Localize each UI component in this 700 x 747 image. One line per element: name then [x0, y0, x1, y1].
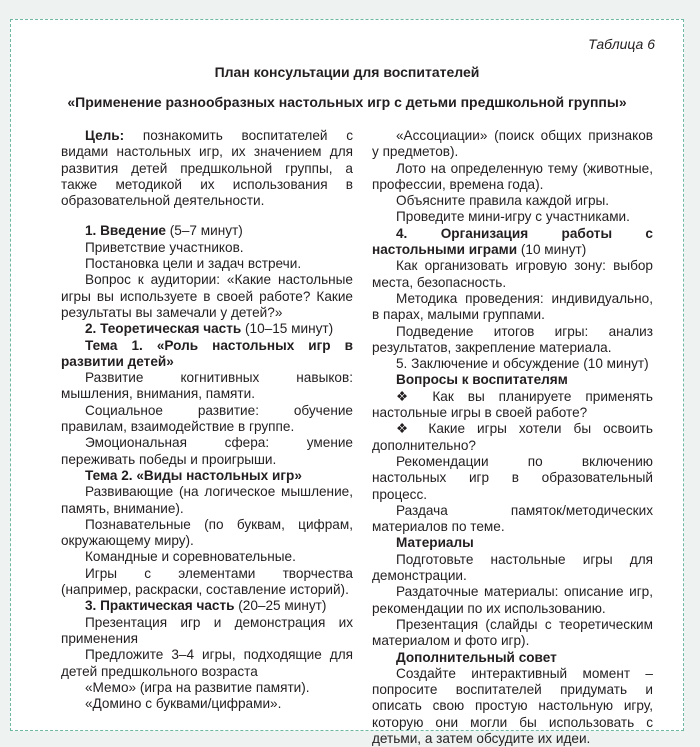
paragraph: Подведение итогов игры: анализ результатов, закрепление материала. [372, 323, 653, 355]
goal-label: Цель: [85, 128, 125, 143]
section-organization-heading [372, 226, 653, 259]
right-column [372, 128, 653, 747]
question-item: ❖ Какие игры хотели бы освоить дополнительно? [372, 421, 653, 453]
paragraph: Подготовьте настольные игры для демонстрации. [372, 551, 653, 584]
document-subtitle: «Применение разнообразных настольных игр с детьми предшкольной группы» [67, 94, 627, 110]
paragraph: Презентация (слайды с теоретическим материалом и фото игр). [372, 616, 653, 649]
paragraph: Постановка цели и задач встречи. [85, 256, 302, 272]
topic2-title: Тема 2. «Виды настольных игр» [85, 467, 302, 483]
paragraph: Раздаточные материалы: описание игр, рекомендации по их использованию. [372, 584, 653, 616]
paragraph: Командные и соревновательные. [85, 549, 296, 565]
paragraph: Лото на определенную тему (животные, профессии, времена года). [372, 160, 653, 192]
paragraph: Развитие когнитивных навыков: мышления, внимания, памяти. [61, 370, 353, 402]
paragraph: Предложите 3–4 игры, подходящие для детей предшкольного возраста [61, 647, 353, 679]
materials-title: Материалы [396, 535, 474, 551]
paragraph: Объясните правила каждой игры. [396, 193, 610, 209]
goal-text: познакомить воспитателей с видами настольных игр, их значением для развития детей предшкольной группы, а также методикой их использования в образовательной деятельности. [61, 128, 353, 209]
topic1-title: Тема 1. «Роль настольных игр в развитии детей» [61, 337, 353, 369]
paragraph: Методика проведения: индивидуально, в парах, малыми группами. [372, 290, 653, 323]
paragraph: «Домино с буквами/цифрами». [85, 696, 282, 712]
section-practice-time: (20–25 минут) [234, 598, 327, 614]
section-practice-title: 3. Практическая часть [85, 598, 235, 614]
topic1-heading [61, 338, 353, 371]
paragraph: Приветствие участников. [85, 239, 244, 255]
paragraph: Раздача памяток/методических материалов по теме. [372, 502, 653, 535]
questions-heading [372, 372, 653, 388]
paragraph: «Ассоциации» (поиск общих признаков у предметов). [372, 128, 653, 160]
paragraph: Рекомендации по включению настольных игр в образовательный процесс. [372, 453, 653, 502]
paragraph: Познавательные (по буквам, цифрам, окружающему миру). [61, 516, 353, 549]
paragraph: Как организовать игровую зону: выбор места, безопасность. [372, 258, 653, 290]
left-column [61, 128, 353, 712]
section-theory-time: (10–15 минут) [241, 321, 334, 337]
paragraph: «Мемо» (игра на развитие памяти). [85, 679, 310, 695]
paragraph: Вопрос к аудитории: «Какие настольные игры вы используете в своей работе? Какие результаты вы замечали у детей?» [61, 272, 353, 320]
paragraph: Презентация игр и демонстрация их применения [61, 614, 353, 646]
section-conclusion-heading: 5. Заключение и обсуждение (10 минут) [396, 356, 649, 372]
document-page [10, 19, 684, 746]
section-practice-heading [61, 598, 353, 614]
paragraph: Создайте интерактивный момент – попросите воспитателей придумать и описать свою простую настольную игру, которую они могли бы использовать с детьми, а затем обсудите их идеи. [372, 665, 653, 746]
paragraph: Игры с элементами творчества (например, раскраски, составление историй). [61, 565, 353, 598]
section-theory-title: 2. Теоретическая часть [85, 321, 242, 337]
section-organization-title: 4. Организация работы с настольными играми [372, 225, 653, 258]
table-label: Таблица 6 [588, 36, 655, 52]
section-organization-time: (10 минут) [517, 242, 587, 258]
document-title: План консультации для воспитателей [214, 64, 480, 80]
advice-title: Дополнительный совет [396, 649, 557, 665]
question-item: ❖ Как вы планируете применять настольные игры в своей работе? [372, 388, 653, 421]
goal-paragraph [61, 128, 353, 209]
section-intro-title: 1. Введение [85, 223, 166, 239]
section-intro-time: (5–7 минут) [166, 223, 243, 239]
topic2-heading [61, 468, 353, 484]
questions-title: Вопросы к воспитателям [396, 372, 568, 388]
advice-heading [372, 650, 653, 666]
section-intro-heading [61, 223, 353, 239]
paragraph: Эмоциональная сфера: умение переживать победы и проигрыши. [61, 435, 353, 467]
materials-heading [372, 535, 653, 551]
section-theory-heading [61, 321, 353, 337]
paragraph: Проведите мини-игру с участниками. [396, 209, 630, 225]
paragraph: Социальное развитие: обучение правилам, взаимодействие в группе. [61, 402, 353, 435]
paragraph: Развивающие (на логическое мышление, память, внимание). [61, 484, 353, 516]
